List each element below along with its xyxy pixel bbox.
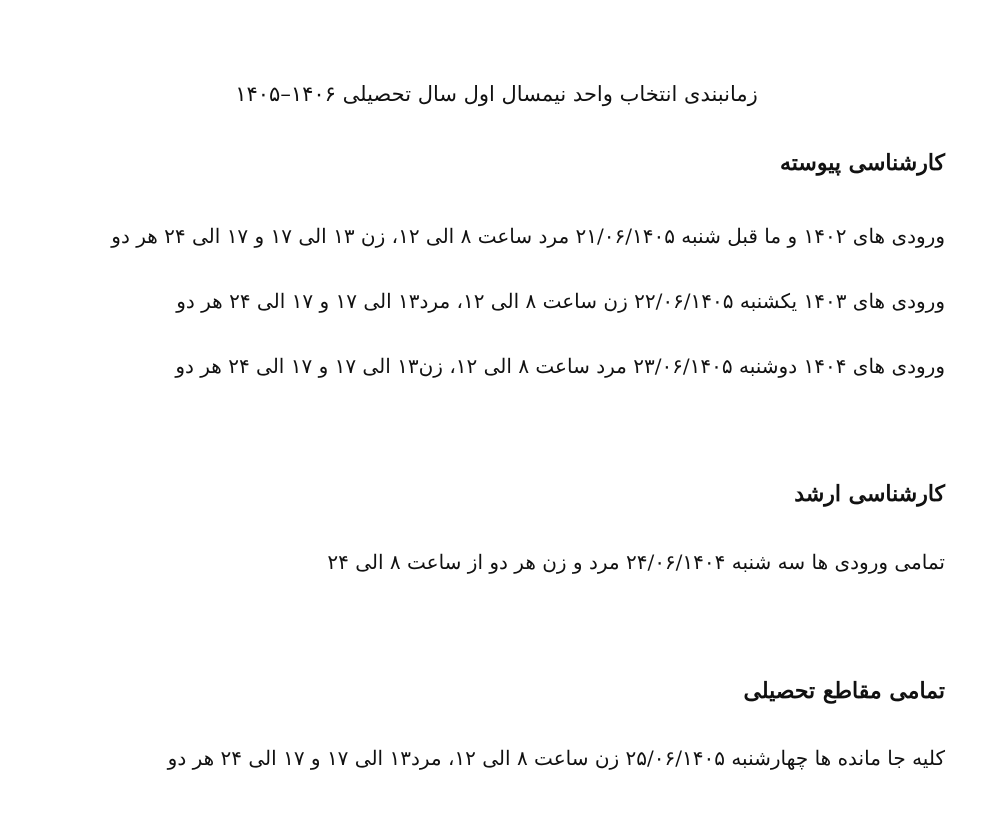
schedule-line: ورودی های ۱۴۰۳ یکشنبه ۲۲/۰۶/۱۴۰۵ زن ساعت ۸ الی ۱۲، مرد۱۳ الی ۱۷ و ۱۷ الی ۲۴ هر دو: [176, 289, 945, 313]
section-heading-masters: کارشناسی ارشد: [794, 481, 945, 507]
schedule-line: ورودی های ۱۴۰۲ و ما قبل شنبه ۲۱/۰۶/۱۴۰۵ مرد ساعت ۸ الی ۱۲، زن ۱۳ الی ۱۷ و ۱۷ الی ۲۴ هر دو: [111, 224, 945, 248]
page-title: زمانبندی انتخاب واحد نیمسال اول سال تحصیلی ۱۴۰۶–۱۴۰۵: [235, 82, 758, 106]
section-heading-all-levels: تمامی مقاطع تحصیلی: [743, 678, 945, 704]
schedule-line: تمامی ورودی ها سه شنبه ۲۴/۰۶/۱۴۰۴ مرد و زن هر دو از ساعت ۸ الی ۲۴: [327, 550, 945, 574]
schedule-line: ورودی های ۱۴۰۴ دوشنبه ۲۳/۰۶/۱۴۰۵ مرد ساعت ۸ الی ۱۲، زن۱۳ الی ۱۷ و ۱۷ الی ۲۴ هر دو: [175, 354, 945, 378]
schedule-line: کلیه جا مانده ها چهارشنبه ۲۵/۰۶/۱۴۰۵ زن ساعت ۸ الی ۱۲، مرد۱۳ الی ۱۷ و ۱۷ الی ۲۴ هر دو: [167, 746, 945, 770]
section-heading-continuous-bachelor: کارشناسی پیوسته: [780, 150, 945, 176]
